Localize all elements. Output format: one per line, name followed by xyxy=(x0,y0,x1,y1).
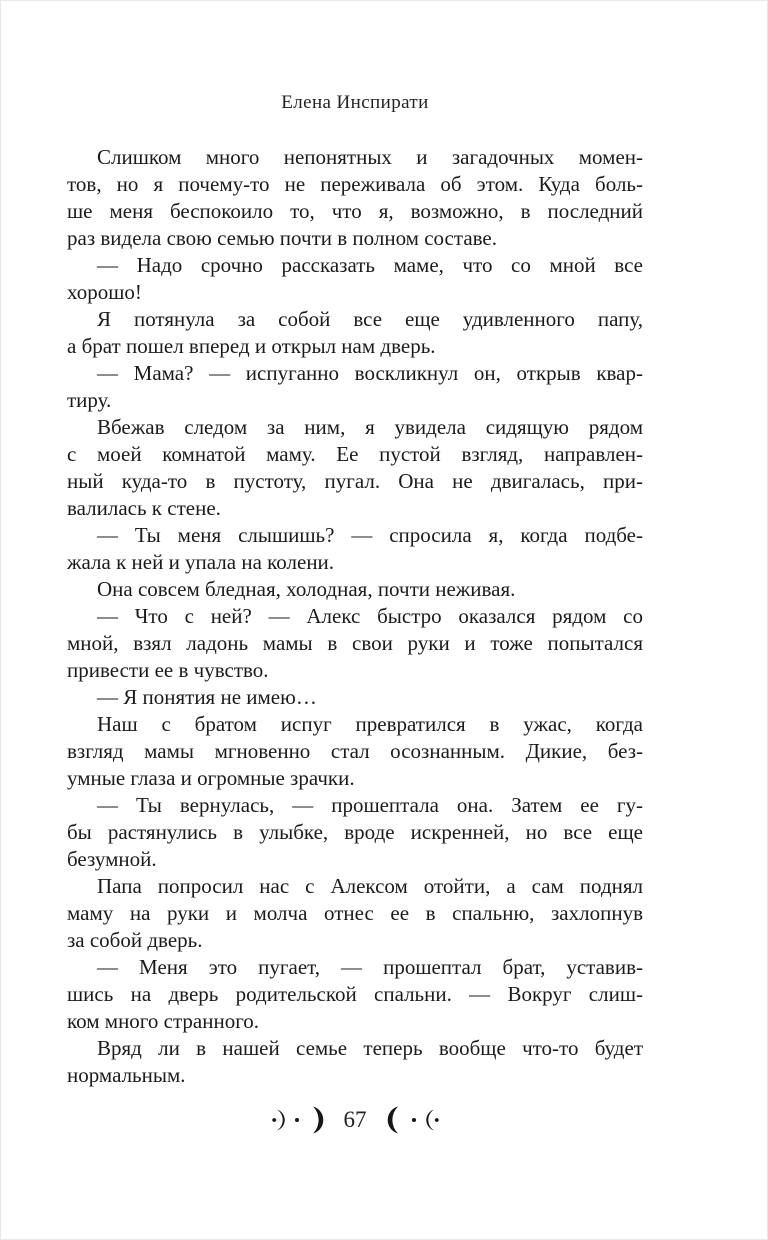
text-line: — Что с ней? — Алекс быстро оказался рядом со xyxy=(97,604,643,628)
paragraph xyxy=(67,954,643,1035)
page-footer xyxy=(67,1105,643,1135)
paragraph xyxy=(67,306,643,360)
text-line: раз видела свою семью почти в полном составе. xyxy=(67,226,497,250)
text-line: жала к ней и упала на колени. xyxy=(67,550,335,574)
paragraph xyxy=(67,144,643,252)
page-number: 67 xyxy=(343,1107,367,1132)
text-line: Слишком много непонятных и загадочных момен- xyxy=(97,145,643,169)
text-line: безумной. xyxy=(67,847,157,871)
text-line: Я потянула за собой все еще удивленного папу, xyxy=(97,307,643,331)
text-line: а брат пошел вперед и открыл нам дверь. xyxy=(67,334,436,358)
crescent-moon-small-icon xyxy=(423,1108,440,1132)
crescent-moon-large-icon xyxy=(306,1105,326,1135)
dot-ornament xyxy=(412,1118,416,1122)
text-line: — Я понятия не имею… xyxy=(97,685,317,709)
paragraph xyxy=(67,360,643,414)
text-line: нормальным. xyxy=(67,1063,186,1087)
text-line: валилась к стене. xyxy=(67,496,221,520)
text-line: за собой дверь. xyxy=(67,928,203,952)
text-line: ше меня беспокоило то, что я, возможно, в последний xyxy=(67,199,643,223)
text-line: ный куда-то в пустоту, пугал. Она не двигалась, при- xyxy=(67,469,643,493)
text-line: — Ты меня слышишь? — спросила я, когда подбе- xyxy=(97,523,643,547)
text-line: Наш с братом испуг превратился в ужас, когда xyxy=(97,712,643,736)
text-line: взгляд мамы мгновенно стал осознанным. Дикие, без- xyxy=(67,739,643,763)
text-line: привести ее в чувство. xyxy=(67,658,269,682)
paragraph xyxy=(67,792,643,873)
text-line: — Ты вернулась, — прошептала она. Затем ее гу- xyxy=(97,793,643,817)
text-line: — Меня это пугает, — прошептал брат, уставив- xyxy=(97,955,643,979)
text-line: бы растянулись в улыбке, вроде искренней, но все еще xyxy=(67,820,643,844)
body-text xyxy=(67,144,643,1089)
text-line: Она совсем бледная, холодная, почти неживая. xyxy=(97,577,516,601)
text-line: тов, но я почему-то не переживала об этом. Куда боль- xyxy=(67,172,643,196)
text-line: Вбежав следом за ним, я увидела сидящую рядом xyxy=(97,415,643,439)
paragraph xyxy=(67,576,643,603)
text-line: с моей комнатой маму. Ее пустой взгляд, направлен- xyxy=(67,442,643,466)
paragraph xyxy=(67,684,643,711)
text-line: маму на руки и молча отнес ее в спальню, захлопнув xyxy=(67,901,643,925)
text-line: шись на дверь родительской спальни. — Вокруг слиш- xyxy=(67,982,643,1006)
paragraph xyxy=(67,252,643,306)
paragraph xyxy=(67,522,643,576)
text-line: ком много странного. xyxy=(67,1009,260,1033)
running-header-author: Елена Инспирати xyxy=(281,92,429,113)
text-line: умные глаза и огромные зрачки. xyxy=(67,766,355,790)
text-line: — Надо срочно рассказать маме, что со мной все xyxy=(97,253,643,277)
text-line: тиру. xyxy=(67,388,112,412)
text-line: Папа попросил нас с Алексом отойти, а сам поднял xyxy=(97,874,643,898)
crescent-moon-small-icon xyxy=(271,1108,288,1132)
text-line: хорошо! xyxy=(67,280,142,304)
paragraph xyxy=(67,1035,643,1089)
paragraph xyxy=(67,603,643,684)
crescent-moon-large-icon xyxy=(385,1105,405,1135)
text-line: Вряд ли в нашей семье теперь вообще что-то будет xyxy=(97,1036,643,1060)
text-line: — Мама? — испуганно воскликнул он, открыв квар- xyxy=(97,361,643,385)
paragraph xyxy=(67,414,643,522)
paragraph xyxy=(67,711,643,792)
dot-ornament xyxy=(295,1118,299,1122)
paragraph xyxy=(67,873,643,954)
text-line: мной, взял ладонь мамы в свои руки и тоже попытался xyxy=(67,631,643,655)
